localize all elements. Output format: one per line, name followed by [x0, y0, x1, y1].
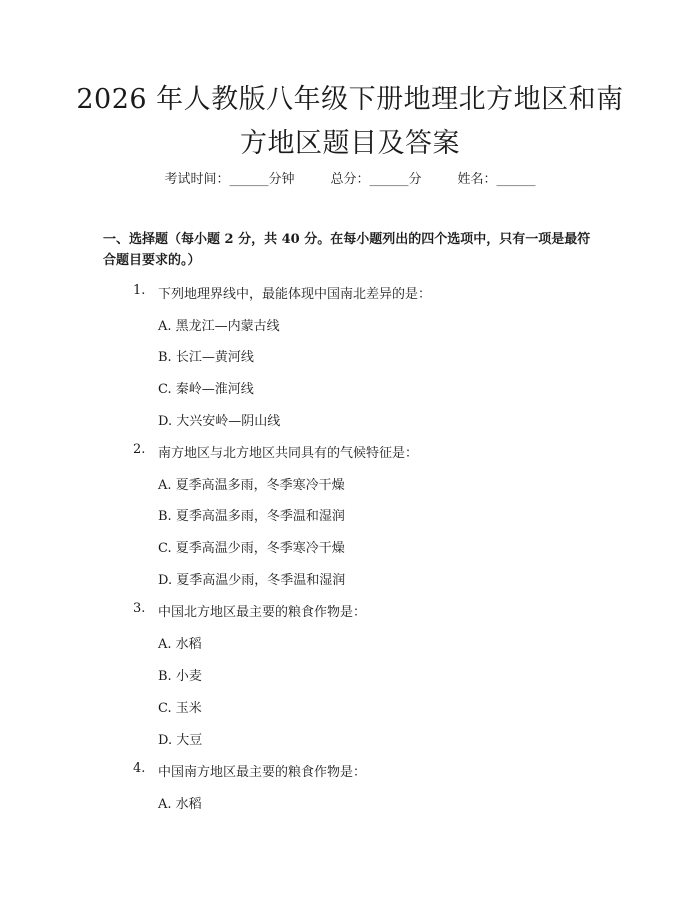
exam-meta-row — [0, 168, 700, 187]
option-d: D. 大兴安岭—阴山线 — [158, 414, 281, 429]
total-score-field: 总分：______分 — [330, 172, 422, 187]
question-text: 中国北方地区最主要的粮食作物是： — [158, 605, 367, 620]
option-b: B. 夏季高温多雨，冬季温和湿润 — [158, 509, 345, 524]
question-text: 南方地区与北方地区共同具有的气候特征是： — [158, 446, 419, 461]
option-a: A. 水稻 — [158, 797, 202, 812]
option-c: C. 玉米 — [158, 701, 202, 716]
option-b: B. 小麦 — [158, 669, 202, 684]
title-line-2: 方地区题目及答案 — [240, 128, 460, 159]
exam-time-field: 考试时间：______分钟 — [164, 172, 295, 187]
question-number: 3. — [133, 601, 146, 616]
option-a: A. 夏季高温多雨，冬季寒冷干燥 — [158, 478, 345, 493]
name-field: 姓名：______ — [457, 172, 536, 187]
question-number: 1. — [133, 283, 146, 298]
title-line-1: 2026 年人教版八年级下册地理北方地区和南 — [76, 84, 624, 115]
option-d: D. 大豆 — [158, 733, 203, 748]
option-c: C. 秦岭—淮河线 — [158, 382, 254, 397]
document-title — [60, 78, 640, 166]
option-d: D. 夏季高温少雨，冬季温和湿润 — [158, 573, 346, 588]
section-heading-multiple-choice: 一、选择题（每小题 2 分，共 40 分。在每小题列出的四个选项中，只有一项是最符合题目要求的。） — [103, 232, 591, 268]
option-a: A. 水稻 — [158, 637, 202, 652]
option-a: A. 黑龙江—内蒙古线 — [158, 319, 280, 334]
question-number: 4. — [133, 761, 146, 776]
option-b: B. 长江—黄河线 — [158, 350, 254, 365]
option-c: C. 夏季高温少雨，冬季寒冷干燥 — [158, 541, 345, 556]
question-number: 2. — [133, 442, 146, 457]
question-text: 中国南方地区最主要的粮食作物是： — [158, 765, 367, 780]
question-text: 下列地理界线中，最能体现中国南北差异的是： — [158, 287, 432, 302]
